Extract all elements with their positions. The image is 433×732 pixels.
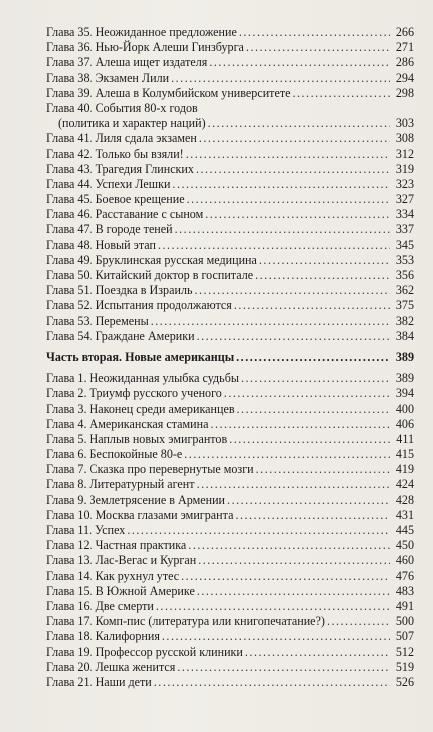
toc-entry — [46, 55, 414, 70]
toc-entry-page-number: 337 — [395, 222, 414, 237]
toc-entry — [46, 614, 414, 629]
toc-entry-page-number: 415 — [395, 447, 414, 462]
toc-entry-title: Глава 50. Китайский доктор в госпитале — [46, 268, 254, 282]
toc-entry — [46, 417, 414, 432]
toc-entry-page-number: 345 — [395, 237, 414, 252]
toc-entry-title: Глава 6. Беспокойные 80-е — [46, 447, 183, 462]
toc-part-heading — [46, 350, 414, 365]
dot-leader — [196, 162, 390, 177]
toc-entry-title: Глава 1. Неожиданная улыбка судьбы — [46, 371, 239, 386]
toc-entry-title: Глава 19. Профессор русской клиники — [46, 644, 243, 659]
toc-entry-title: Глава 38. Экзамен Лили — [46, 70, 170, 85]
dot-leader — [184, 447, 390, 462]
toc-entry-title: Глава 37. Алеша ищет издателя — [46, 55, 208, 70]
toc-entry — [46, 493, 414, 508]
toc-entry-title: Глава 13. Лас-Вегас и Курган — [46, 553, 197, 568]
dot-leader — [246, 40, 390, 55]
part-page-number: 389 — [395, 349, 414, 364]
toc-entry-page-number: 271 — [395, 40, 414, 55]
toc-entry-page-number: 319 — [395, 161, 414, 176]
toc-entry — [46, 523, 414, 538]
dot-leader — [245, 645, 390, 660]
toc-entry — [46, 329, 414, 344]
toc-entry-title: Глава 3. Наконец среди американцев — [46, 401, 235, 416]
toc-entry — [46, 402, 414, 417]
toc-entry — [46, 116, 414, 131]
dot-leader — [327, 614, 390, 629]
toc-entry-page-number: 419 — [395, 462, 414, 477]
toc-entry-page-number: 512 — [395, 644, 414, 659]
toc-entry-title: Глава 48. Новый этап — [46, 237, 156, 252]
dot-leader — [151, 314, 390, 329]
dot-leader — [171, 71, 390, 86]
dot-leader — [197, 477, 390, 492]
toc-entry-page-number: 382 — [395, 313, 414, 328]
dot-leader — [210, 417, 390, 432]
toc-entry-title: (политика и характер наций) — [58, 116, 206, 131]
dot-leader — [209, 55, 390, 70]
toc-entry-title: Глава 39. Алеша в Колумбийском университете — [46, 85, 291, 100]
toc-entry-title: Глава 54. Граждане Америки — [46, 328, 195, 343]
dot-leader — [256, 462, 390, 477]
toc-entry-title: Глава 49. Бруклинская русская медицина — [46, 252, 257, 267]
toc-entry — [46, 192, 414, 207]
toc-entry-title: Глава 10. Москва глазами эмигранта — [46, 507, 234, 522]
toc-entry — [46, 660, 414, 675]
dot-leader — [188, 538, 390, 553]
toc-entry — [46, 629, 414, 644]
toc-entry — [46, 599, 414, 614]
table-of-contents — [46, 25, 414, 690]
toc-entry-page-number: 526 — [395, 674, 414, 689]
toc-entry-page-number: 375 — [395, 298, 414, 313]
toc-entry — [46, 314, 414, 329]
toc-entry-title: Глава 53. Перемены — [46, 313, 149, 328]
toc-entry-page-number: 327 — [395, 192, 414, 207]
dot-leader — [208, 116, 390, 131]
dot-leader — [186, 147, 390, 162]
toc-entry-page-number: 356 — [395, 268, 414, 282]
dot-leader — [197, 584, 390, 599]
toc-entry — [46, 298, 414, 313]
toc-entry-page-number: 298 — [395, 85, 414, 100]
toc-entry-page-number: 406 — [395, 416, 414, 431]
toc-entry — [46, 553, 414, 568]
dot-leader — [199, 131, 390, 146]
toc-entry-title: Глава 20. Лешка женится — [46, 659, 176, 674]
toc-entry-title: Глава 4. Американская стамина — [46, 416, 209, 431]
toc-entry-page-number: 400 — [395, 401, 414, 416]
toc-entry-title: Глава 35. Неожиданное предложение — [46, 25, 237, 39]
toc-entry — [46, 101, 414, 116]
toc-entry — [46, 371, 414, 386]
dot-leader — [227, 493, 390, 508]
toc-entry — [46, 268, 414, 283]
toc-entry-title: Глава 16. Две смерти — [46, 598, 154, 613]
dot-leader — [197, 329, 390, 344]
toc-entry-page-number: 323 — [395, 176, 414, 191]
toc-entry-title: Глава 42. Только бы взяли! — [46, 146, 184, 161]
toc-entry-title: Глава 41. Лиля сдала экзамен — [46, 131, 197, 146]
toc-entry-title: Глава 12. Частная практика — [46, 538, 187, 553]
toc-entry-page-number: 384 — [395, 328, 414, 343]
toc-entry-title: Глава 8. Литературный агент — [46, 477, 195, 492]
toc-entry — [46, 238, 414, 253]
toc-entry-title: Глава 14. Как рухнул утес — [46, 568, 180, 583]
toc-entry — [46, 569, 414, 584]
toc-group-part-one — [46, 25, 414, 344]
toc-entry — [46, 432, 414, 447]
toc-entry-page-number: 424 — [395, 477, 414, 492]
dot-leader — [255, 268, 390, 283]
dot-leader — [175, 222, 390, 237]
dot-leader — [237, 402, 390, 417]
toc-entry-page-number: 411 — [396, 431, 414, 446]
toc-entry — [46, 508, 414, 523]
toc-entry — [46, 645, 414, 660]
toc-entry-page-number: 286 — [395, 55, 414, 70]
toc-entry-title: Глава 15. В Южной Америке — [46, 583, 195, 598]
dot-leader — [292, 86, 390, 101]
toc-entry-title: Глава 18. Калифорния — [46, 629, 160, 644]
dot-leader — [239, 25, 390, 40]
toc-entry — [46, 207, 414, 222]
dot-leader — [187, 192, 390, 207]
toc-entry — [46, 477, 414, 492]
toc-entry — [46, 25, 414, 40]
dot-leader — [156, 599, 390, 614]
dot-leader — [154, 675, 390, 690]
toc-entry-title: Глава 51. Поездка в Израиль — [46, 283, 193, 298]
toc-entry-page-number: 312 — [395, 146, 414, 161]
toc-entry-page-number: 303 — [395, 116, 414, 131]
toc-entry — [46, 86, 414, 101]
toc-entry-page-number: 519 — [395, 659, 414, 674]
dot-leader — [205, 207, 390, 222]
toc-entry-title: Глава 7. Сказка про перевернутые мозги — [46, 462, 254, 477]
toc-entry — [46, 147, 414, 162]
toc-entry-page-number: 389 — [395, 371, 414, 386]
toc-entry — [46, 71, 414, 86]
toc-entry — [46, 253, 414, 268]
toc-entry-title: Глава 43. Трагедия Глинских — [46, 161, 194, 176]
toc-entry — [46, 131, 414, 146]
dot-leader — [162, 629, 390, 644]
toc-entry-title: Глава 2. Триумф русского ученого — [46, 386, 222, 401]
toc-entry — [46, 162, 414, 177]
toc-entry-page-number: 428 — [395, 492, 414, 507]
toc-entry-page-number: 431 — [395, 507, 414, 522]
toc-entry — [46, 386, 414, 401]
toc-entry-title: Глава 9. Землетрясение в Армении — [46, 492, 226, 507]
toc-entry — [46, 447, 414, 462]
part-title: Часть вторая. Новые американцы — [46, 349, 235, 364]
toc-entry-page-number: 500 — [395, 614, 414, 629]
toc-entry-title: Глава 44. Успехи Лешки — [46, 176, 171, 191]
dot-leader — [198, 553, 390, 568]
toc-entry-page-number: 491 — [395, 598, 414, 613]
toc-entry-title: Глава 52. Испытания продолжаются — [46, 298, 232, 313]
toc-entry-page-number: 266 — [395, 25, 414, 39]
toc-entry-page-number: 394 — [395, 386, 414, 401]
dot-leader — [235, 508, 390, 523]
toc-entry — [46, 584, 414, 599]
dot-leader — [127, 523, 390, 538]
toc-entry-title: Глава 5. Наплыв новых эмигрантов — [46, 431, 228, 446]
dot-leader — [158, 238, 390, 253]
toc-entry-page-number: 308 — [395, 131, 414, 146]
toc-entry-title: Глава 36. Нью-Йорк Алеши Гинзбурга — [46, 40, 244, 55]
toc-group-part-two — [46, 371, 414, 690]
toc-entry — [46, 40, 414, 55]
toc-entry-title: Глава 21. Наши дети — [46, 674, 152, 689]
dot-leader — [195, 283, 391, 298]
toc-entry-title: Глава 46. Расставание с сыном — [46, 207, 204, 222]
toc-entry-page-number: 450 — [395, 538, 414, 553]
toc-entry — [46, 675, 414, 690]
toc-entry-title: Глава 40. События 80-х годов — [46, 100, 198, 115]
dot-leader — [177, 660, 390, 675]
toc-entry-title: Глава 47. В городе теней — [46, 222, 173, 237]
toc-entry-page-number: 362 — [395, 283, 414, 298]
dot-leader — [259, 253, 390, 268]
toc-entry-title: Глава 17. Комп-пис (литература или книгопечатание?) — [46, 614, 325, 629]
toc-entry-page-number: 507 — [395, 629, 414, 644]
toc-entry — [46, 222, 414, 237]
dot-leader — [241, 371, 390, 386]
toc-entry-title: Глава 45. Боевое крещение — [46, 192, 185, 207]
toc-entry-title: Глава 11. Успех — [46, 523, 126, 537]
dot-leader — [181, 569, 390, 584]
toc-entry — [46, 462, 414, 477]
dot-leader — [234, 298, 390, 313]
toc-entry-page-number: 334 — [395, 207, 414, 222]
toc-entry — [46, 177, 414, 192]
toc-entry — [46, 283, 414, 298]
dot-leader — [224, 386, 390, 401]
toc-entry — [46, 538, 414, 553]
dot-leader — [229, 432, 390, 447]
dot-leader — [172, 177, 390, 192]
toc-entry-page-number: 294 — [395, 70, 414, 85]
toc-entry-page-number: 483 — [395, 583, 414, 598]
toc-entry-page-number: 445 — [395, 523, 414, 537]
toc-entry-page-number: 476 — [395, 568, 414, 583]
toc-entry-page-number: 460 — [395, 553, 414, 568]
toc-entry-page-number: 353 — [395, 252, 414, 267]
dot-leader — [236, 350, 390, 365]
